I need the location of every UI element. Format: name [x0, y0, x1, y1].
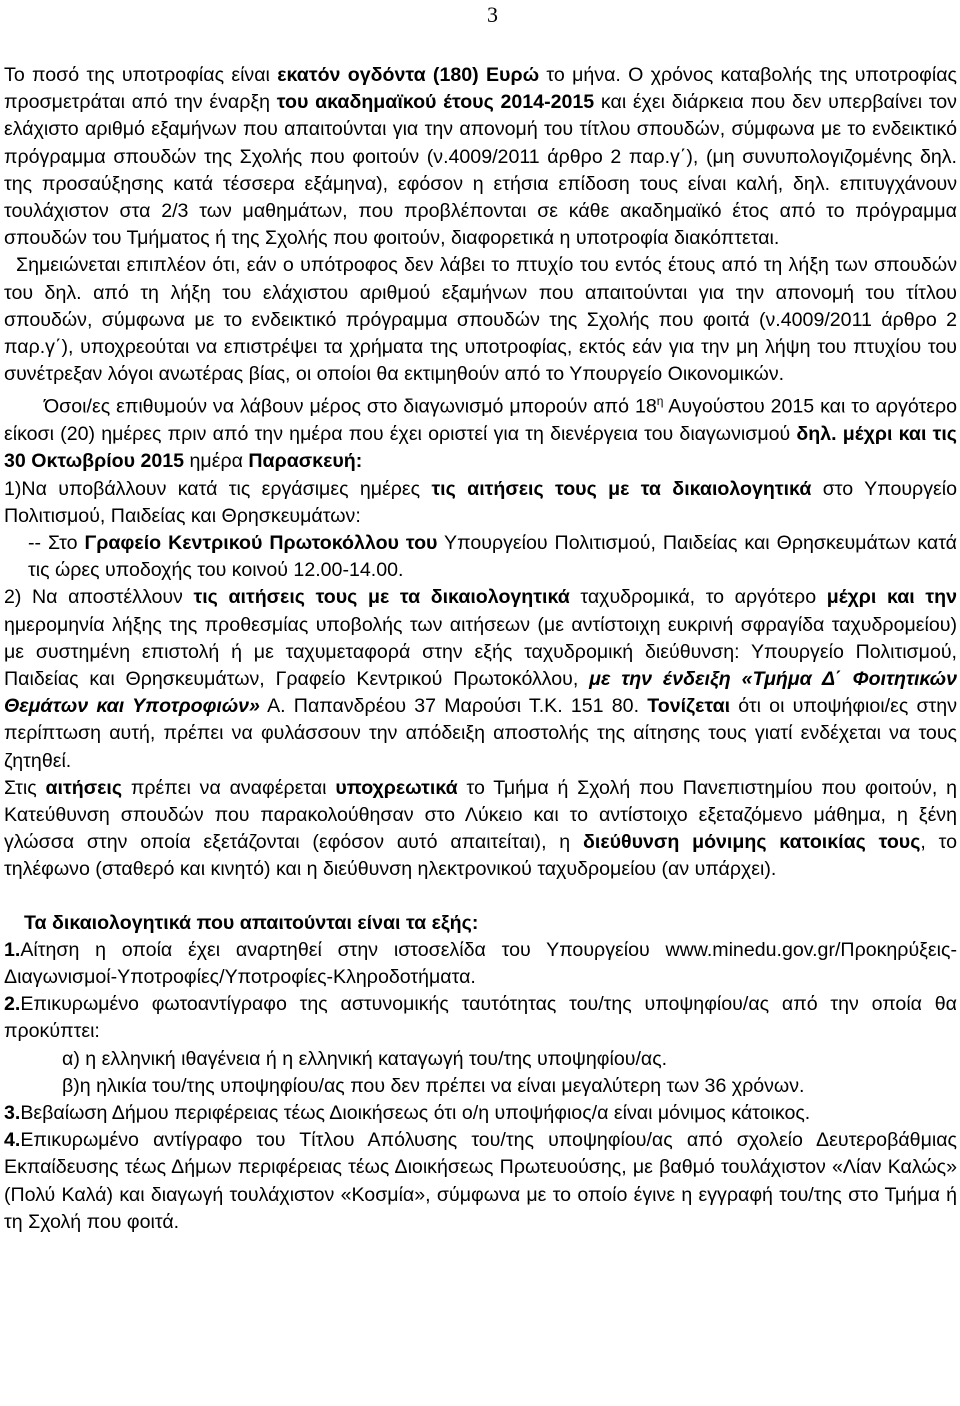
spacer — [4, 884, 957, 910]
list-item-document-4: 4.Επικυρωμένο αντίγραφο του Τίτλου Απόλυσης του/της υποψηφίου/ας από σχολείο Δευτεροβάθμιας Εκπαίδευσης τέως Δήμων περιφέρειας τέως Διοικήσεως Πρωτευούσης, με βαθμό τουλάχιστον «Λίαν Καλώς» (Πολύ Καλά) και διαγωγή τουλάχιστον «Κοσμία», σύμφωνα με το οποίο έγινε η εγγραφή του/της στο Τμήμα ή τη Σχολή που φοιτά. — [4, 1129, 957, 1233]
superscript-ordinal: η — [656, 394, 664, 409]
list-item-document-1: 1.Αίτηση η οποία έχει αναρτηθεί στην ιστοσελίδα του Υπουργείου www.minedu.gov.gr/Προκηρύξεις-Διαγωνισμοί-Υποτροφίες/Υποτροφίες-Κληροδοτήματα. — [4, 938, 957, 989]
section-heading-required-documents: Τα δικαιολογητικά που απαιτούνται είναι τα εξής: — [24, 911, 479, 934]
list-subitem-a: α) η ελληνική ιθαγένεια ή η ελληνική καταγωγή του/της υποψηφίου/ας. — [62, 1047, 668, 1070]
paragraph-application-deadline: Όσοι/ες επιθυμούν να λάβουν μέρος στο διαγωνισμό μπορούν από $18^\eta$ Αυγούστου 2015 και το αργότερο είκοσι (20) ημέρες πριν από την ημέρα που έχει οριστεί για τη διενέργεια του διαγωνισμού δηλ. μέχρι και τις 30 Οκτωβρίου 2015 ημέρα Παρασκευή: — [4, 394, 958, 473]
list-subitem-b: β)η ηλικία του/της υποψηφίου/ας που δεν πρέπει να είναι μεγαλύτερη των 36 χρόνων. — [62, 1074, 805, 1097]
list-item-document-3: 3.Βεβαίωση Δήμου περιφέρειας τέως Διοικήσεως ότι ο/η υποψήφιος/α είναι μόνιμος κάτοικος. — [4, 1102, 811, 1125]
list-item-document-2: 2.Επικυρωμένο φωτοαντίγραφο της αστυνομικής ταυτότητας του/της υποψηφίου/ας από την οποία θα προκύπτει: — [4, 993, 957, 1043]
paragraph-central-protocol-office: -- Στο Γραφείο Κεντρικού Πρωτοκόλλου του Υπουργείου Πολιτισμού, Παιδείας και Θρησκευμάτων κατά τις ώρες υποδοχής του κοινού 12.00-14.00. — [28, 531, 957, 582]
paragraph-submission-option-1: 1)Να υποβάλλουν κατά τις εργάσιμες ημέρες τις αιτήσεις τους με τα δικαιολογητικά στο Υπουργείο Πολιτισμού, Παιδείας και Θρησκευμάτων: — [4, 477, 957, 527]
paragraph-submission-option-2: 2) Να αποστέλλουν τις αιτήσεις τους με τα δικαιολογητικά ταχυδρομικά, το αργότερο μέχρι και την ημερομηνία λήξης της προθεσμίας υποβολής των αιτήσεων (με αντίστοιχη ευκρινή σφραγίδα ταχυδρομείου) με συστημένη επιστολή ή με ταχυμεταφορά στην εξής ταχυδρομική διεύθυνση: Υπουργείο Πολιτισμού, Παιδείας και Θρησκευμάτων, Γραφείο Κεντρικού Πρωτοκόλλου, με την ένδειξη «Τμήμα Δ΄ Φοιτητικών Θεμάτων και Υποτροφιών» Α. Παπανδρέου 37 Μαρούσι Τ.Κ. 151 80. Τονίζεται ότι οι υποψήφιοι/ες στην περίπτωση αυτή, πρέπει να φυλάσσουν την απόδειξη αποστολής της αίτησης τους γιατί ενδέχεται να τους ζητηθεί. — [4, 586, 957, 772]
paragraph-scholarship-amount: Το ποσό της υποτροφίας είναι εκατόν ογδόντα (180) Ευρώ το μήνα. Ο χρόνος καταβολής της υποτροφίας προσμετράται από την έναρξη του ακαδημαϊκού έτους 2014-2015 και έχει διάρκεια που δεν υπερβαίνει τον ελάχιστο αριθμό εξαμήνων που απαιτούνται για την απονομή του τίτλου σπουδών, σύμφωνα με το ενδεικτικό πρόγραμμα σπουδών της Σχολής που φοιτούν (ν.4009/2011 άρθρο 2 παρ.γ΄), (μη συνυπολογιζομένης δηλ. της προσαύξησης κατά τέσσερα εξάμηνα), εφόσον η ετήσια επίδοση τους είναι καλή, δηλ. επιτυγχάνουν τουλάχιστον στα 2/3 των μαθημάτων, που προβλέπονται σε κάθε ακαδημαϊκό έτος από το πρόγραμμα σπουδών του Τμήματος ή της Σχολής που φοιτούν, διαφορετικά η υποτροφία διακόπτεται. — [4, 64, 957, 250]
document-body — [4, 62, 957, 1236]
page-number: 3 — [487, 2, 498, 27]
paragraph-application-contents: Στις αιτήσεις πρέπει να αναφέρεται υποχρεωτικά το Τμήμα ή Σχολή που Πανεπιστημίου που φοιτούν, η Κατεύθυνση σπουδών που παρακολούθησαν στο Λύκειο και το αντίστοιχο εξεταζόμενο μάθημα, η ξένη γλώσσα στην οποία εξετάζονται (εφόσον αυτό απαιτείται), η διεύθυνση μόνιμης κατοικίας τους, το τηλέφωνο (σταθερό και κινητό) και η διεύθυνση ηλεκτρονικού ταχυδρομείου (αν υπάρχει). — [4, 776, 958, 881]
paragraph-refund-obligation: Σημειώνεται επιπλέον ότι, εάν ο υπότροφος δεν λάβει το πτυχίο του εντός έτους από τη λήξη των σπουδών του δηλ. από τη λήξη του ελάχιστου αριθμού εξαμήνων που απαιτούνται για την απονομή του τίτλου σπουδών, σύμφωνα με το ενδεικτικό πρόγραμμα σπουδών της Σχολής που φοιτά (ν.4009/2011 άρθρο 2 παρ.γ΄), υποχρεούται να επιστρέψει τα χρήματα της υποτροφίας, εκτός εάν για την μη λήψη του πτυχίου του συνέτρεξαν λόγοι ανωτέρας βίας, οι οποίοι θα εκτιμηθούν από το Υπουργείο Οικονομικών. — [4, 254, 957, 386]
